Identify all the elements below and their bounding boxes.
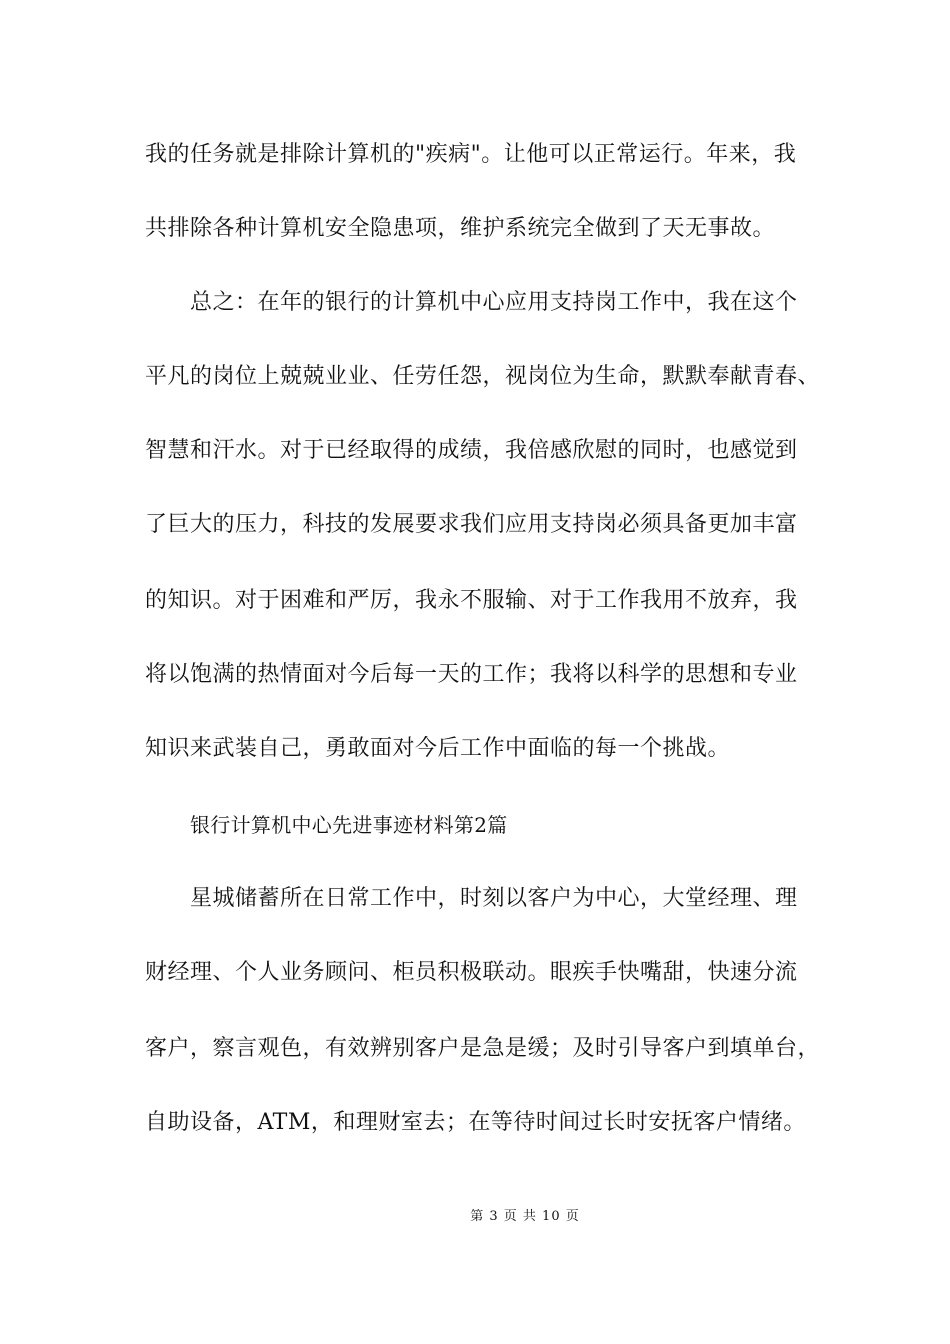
paragraph-line: 智慧和汗水。对于已经取得的成绩，我倍感欣慰的同时，也感觉到 bbox=[145, 438, 798, 463]
paragraph-line: 知识来武装自己，勇敢面对今后工作中面临的每一个挑战。 bbox=[145, 736, 731, 761]
paragraph-line: 了巨大的压力，科技的发展要求我们应用支持岗必须具备更加丰富 bbox=[145, 512, 798, 537]
section-heading: 银行计算机中心先进事迹材料第2篇 bbox=[190, 813, 508, 837]
paragraph-line: 我的任务就是排除计算机的"疾病"。让他可以正常运行。年来，我 bbox=[145, 142, 797, 167]
paragraph-line: 总之：在年的银行的计算机中心应用支持岗工作中，我在这个 bbox=[190, 290, 798, 315]
paragraph-line: 星城储蓄所在日常工作中，时刻以客户为中心，大堂经理、理 bbox=[190, 886, 798, 911]
paragraph-line: 共排除各种计算机安全隐患项，维护系统完全做到了天无事故。 bbox=[145, 216, 776, 241]
paragraph-line: 的知识。对于困难和严厉，我永不服输、对于工作我用不放弃，我 bbox=[145, 588, 798, 613]
paragraph-line: 财经理、个人业务顾问、柜员积极联动。眼疾手快嘴甜，快速分流 bbox=[145, 960, 798, 985]
paragraph-line: 平凡的岗位上兢兢业业、任劳任怨，视岗位为生命，默默奉献青春、 bbox=[145, 364, 821, 389]
paragraph-line: 自助设备，ATM，和理财室去；在等待时间过长时安抚客户情绪。 bbox=[145, 1110, 806, 1135]
page-number: 第 3 页 共 10 页 bbox=[470, 1209, 580, 1224]
paragraph-line: 客户，察言观色，有效辨别客户是急是缓；及时引导客户到填单台， bbox=[145, 1036, 821, 1061]
paragraph-line: 将以饱满的热情面对今后每一天的工作；我将以科学的思想和专业 bbox=[145, 662, 798, 687]
